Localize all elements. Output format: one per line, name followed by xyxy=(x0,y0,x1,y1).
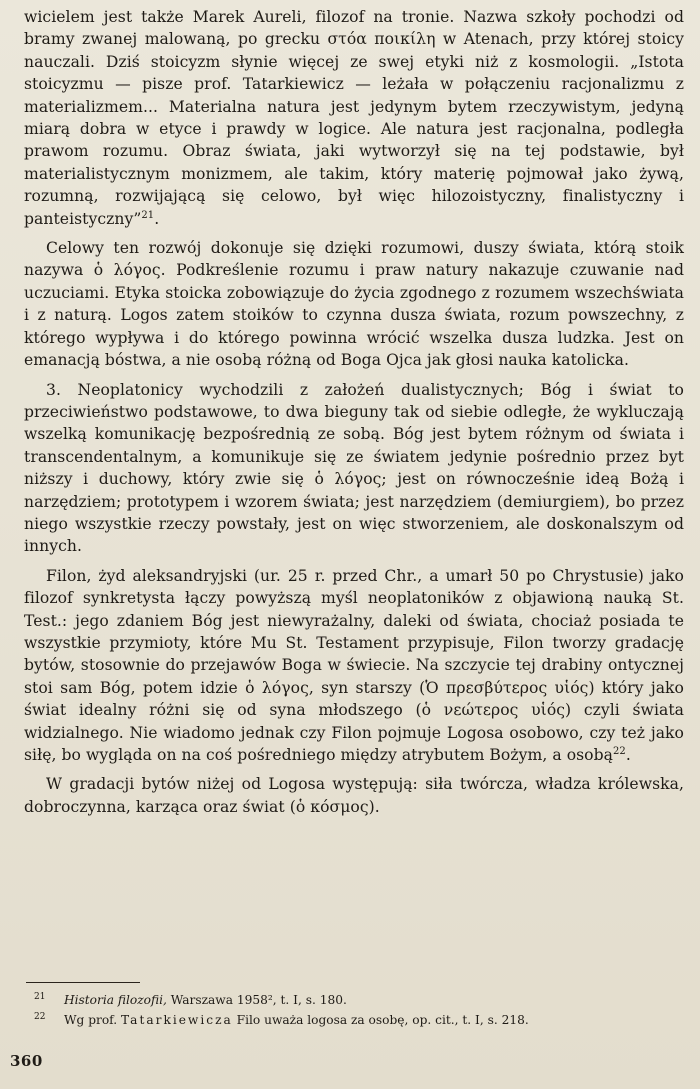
footnote-author: Tatarkiewicza xyxy=(121,1013,233,1027)
footnote-citation: Warszawa 1958², t. I, s. 180. xyxy=(170,993,347,1007)
paragraph-text: W gradacji bytów niżej od Logosa występują: siła twórcza, władza królewska, dobroczynna, karząca oraz świat (ὁ κόσμος). xyxy=(24,775,684,816)
page-number: 360 xyxy=(10,1052,43,1070)
paragraph-neoplatonists xyxy=(24,379,684,558)
footnotes xyxy=(26,990,686,1030)
footnote-21 xyxy=(26,990,686,1010)
paragraph-text: Filon, żyd aleksandryjski (ur. 25 r. przed Chr., a umarł 50 po Chrystusie) jako filozof synkretysta łączy powyższą myśl neoplatoników z objawioną nauką St. Test.: jego zdaniem Bóg jest niewyrażalny, daleki od świata, chociaż posiada te wszystkie przymioty, które Mu St. Testament przypisuje, Filon tworzy gradację bytów, stosownie do przejawów Boga w świecie. Na szczycie tej drabiny ontycznej stoi sam Bóg, potem idzie ὁ λόγος, syn starszy (Ὁ πρεσβύτερος υἱός) który jako świat idealny różni się od syna młodszego (ὁ νεώτερος υἱός) czyli świata widzialnego. Nie wiadomo jednak czy Filon pojmuje Logosa osobowo, czy też jako siłę, bo wygląda on na coś pośredniego między atrybutem Bożym, a osobą xyxy=(24,566,684,764)
footnote-number: 21 xyxy=(34,992,46,1002)
paragraph-logos-stoic xyxy=(24,237,684,371)
paragraph-text: Celowy ten rozwój dokonuje się dzięki rozumowi, duszy świata, którą stoik nazywa ὁ λόγος. Podkreślenie rozumu i praw natury nakazuje czuwanie nad uczuciami. Etyka stoicka zobowiązuje do życia zgodnego z rozumem wszechświata i z naturą. Logos zatem stoików to czynna dusza świata, rozum powszechny, z którego wypływa i do którego powinna wrócić wszelka dusza ludzka. Jest on emanacją bóstwa, a nie osobą różną od Boga Ojca jak głosi nauka katolicka. xyxy=(24,239,684,370)
footnote-ref-21: 21 xyxy=(141,209,155,221)
paragraph-text: 3. Neoplatonicy wychodzili z założeń dualistycznych; Bóg i świat to przeciwieństwo podstawowe, to dwa bieguny tak od siebie odległe, że wykluczają wszelką komunikację bezpośrednią ze sobą. Bóg jest bytem różnym od świata i transcendentalnym, a komunikuje się ze światem jedynie pośrednio przez byt niższy i duchowy, który zwie się ὁ λόγος; jest on równocześnie ideą Bożą i narzędziem; prototypem i wzorem świata; jest narzędziem (demiurgiem), bo przez niego wszystkie rzeczy powstały, jest on więc stworzeniem, ale doskonalszym od innych. xyxy=(24,380,684,556)
footnote-book-title: Historia filozofii, xyxy=(64,993,167,1007)
footnote-text xyxy=(64,990,686,1010)
footnote-22 xyxy=(26,1010,686,1030)
footnote-number: 22 xyxy=(34,1012,46,1022)
footnote-text xyxy=(64,1010,686,1030)
paragraph-philo: Filon, żyd aleksandryjski (ur. 25 r. przed Chr., a umarł 50 po Chrystusie) jako filozof synkretysta łączy powyższą myśl neoplatoników z objawioną nauką St. Test.: jego zdaniem Bóg jest niewyrażalny, daleki od świata, chociaż posiada te wszystkie przymioty, które Mu St. Testament przypisuje, Filon tworzy gradację bytów, stosownie do przejawów Boga w świecie. Na szczycie tej drabiny ontycznej stoi sam Bóg, potem idzie ὁ λόγος, syn starszy (Ὁ πρεσβύτερος υἱός) który jako świat idealny różni się od syna młodszego (ὁ νεώτερος υἱός) czyli świata widzialnego. Nie wiadomo jednak czy Filon pojmuje Logosa osobowo, czy też jako siłę, bo wygląda on na coś pośredniego między atrybutem Bożym, a osobą$^{22}$. xyxy=(24,566,684,764)
footnote-divider xyxy=(26,982,140,983)
paragraph-gradation xyxy=(24,773,684,818)
footnote-ref-22: 22 xyxy=(613,745,626,757)
main-text xyxy=(24,6,684,818)
footnote-prefix: Wg prof. xyxy=(64,1013,118,1027)
footnote-citation: Filo uważa logosa za osobę, op. cit., t. I, s. 218. xyxy=(236,1013,529,1027)
paragraph-stoicism-continued: wicielem jest także Marek Aureli, filozof na tronie. Nazwa szkoły pochodzi od bramy zwanej malowaną, po grecku στόα ποικίλη w Atenach, przy której stoicy nauczali. Dziś stoicyzm słynie więcej ze swej etyki niż z kosmologii. „Istota stoicyzmu — pisze prof. Tatarkiewicz — leżała w połączeniu racjonalizmu z materializmem... Materialna natura jest jedynym bytem rzeczywistym, jedyną miarą dobra w etyce i prawdy w logice. Ale natura jest racjonalna, podległa prawom rozumu. Obraz świata, jaki wytworzył się na tej podstawie, był materialistycznym monizmem, ale takim, który materię pojmował jako żywą, rozumną, rozwijającą się celowo, był więc hilozoistyczny, finalistyczny i panteistyczny”$^{21}$. xyxy=(24,8,684,228)
paragraph-text: wicielem jest także Marek Aureli, filozof na tronie. Nazwa szkoły pochodzi od bramy zwanej malowaną, po grecku στόα ποικίλη w Atenach, przy której stoicy nauczali. Dziś stoicyzm słynie więcej ze swej etyki niż z kosmologii. „Istota stoicyzmu — pisze prof. Tatarkiewicz — leżała w połączeniu racjonalizmu z materializmem... Materialna natura jest jedynym bytem rzeczywistym, jedyną miarą dobra w etyce i prawdy w logice. Ale natura jest racjonalna, podległa prawom rozumu. Obraz świata, jaki wytworzył się na tej podstawie, był materialistycznym monizmem, ale takim, który materię pojmował jako żywą, rozumną, rozwijającą się celowo, był więc hilozoistyczny, finalistyczny i panteistyczny” xyxy=(24,8,684,228)
